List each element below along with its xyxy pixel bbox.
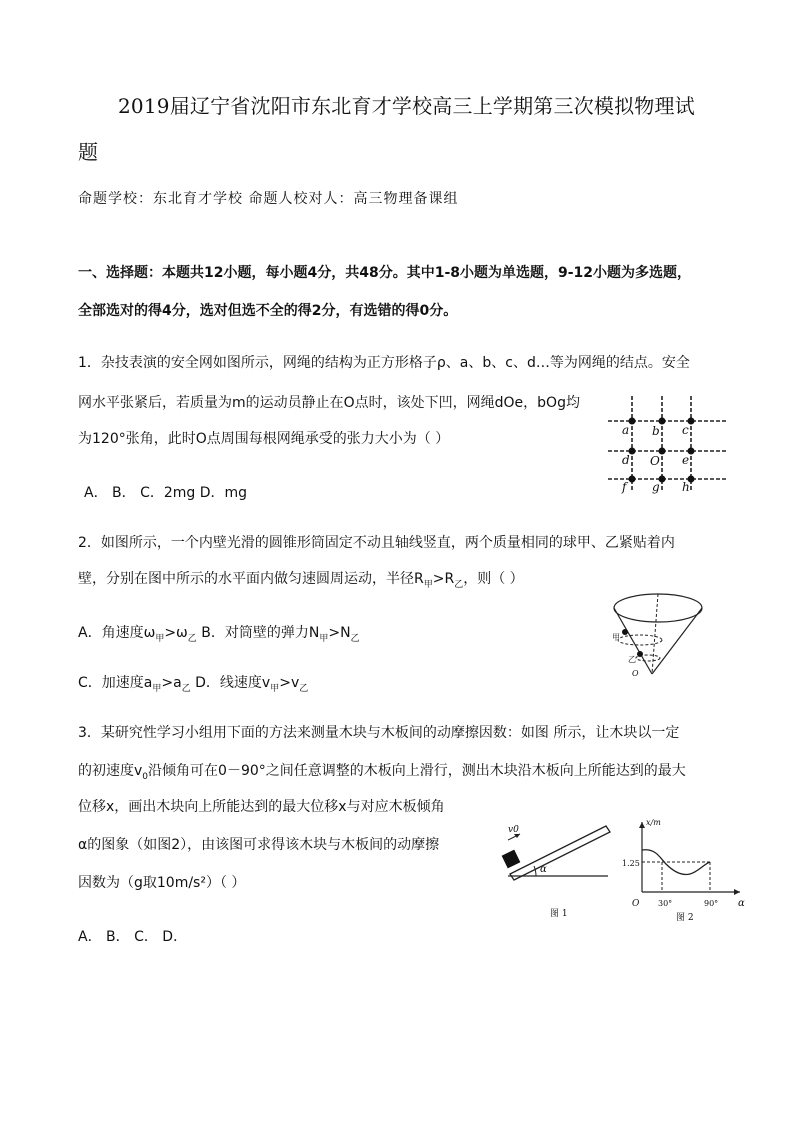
q1-text-line3: 为120°张角，此时O点周围每根网绳承受的张力大小为（ ） — [78, 431, 450, 447]
page-title-line1: 2019届辽宁省沈阳市东北育才学校高三上学期第三次模拟物理试 — [118, 94, 695, 118]
graph-x-axis-label: α — [738, 898, 745, 909]
net-label-g: g — [652, 480, 660, 494]
figure2-caption: 图 2 — [676, 913, 694, 923]
q2-text-line2: 壁，分别在图中所示的水平面内做匀速圆周运动，半径$R_甲>R_乙$，则（ ） — [78, 571, 524, 590]
section-instructions-line2: 全部选对的得4分，选对但选不全的得2分，有选错的得0分。 — [78, 303, 458, 319]
net-label-d: d — [622, 453, 630, 467]
q3-text-line1: 3．某研究性学习小组用下面的方法来测量木块与木板间的动摩擦因数：如图 所示，让木块以一定 — [78, 725, 680, 741]
net-label-a: a — [622, 423, 630, 437]
exam-meta: 命题学校：东北育才学校 命题人校对人：高三物理备课组 — [78, 191, 459, 207]
net-label-b: b — [652, 424, 660, 438]
net-label-h: h — [682, 480, 690, 494]
graph-x-tick-30: 30° — [658, 899, 673, 908]
net-label-f: f — [622, 480, 627, 494]
q2-text-line1: 2．如图所示，一个内壁光滑的圆锥形筒固定不动且轴线竖直，两个质量相同的球甲、乙紧贴着内 — [78, 535, 675, 551]
net-label-o: O — [650, 454, 660, 468]
q3-options: A． B． C． D． — [78, 929, 188, 945]
ball-label-jia: 甲 — [612, 633, 620, 642]
initial-velocity-label: v0 — [508, 825, 519, 835]
safety-net-figure — [606, 394, 730, 494]
net-label-e: e — [682, 453, 690, 467]
incline-figure — [498, 818, 622, 920]
ball-label-yi: 乙 — [628, 655, 636, 664]
displacement-angle-graph — [622, 814, 746, 924]
incline-angle-label: α — [540, 864, 547, 875]
graph-x-tick-90: 90° — [704, 899, 719, 908]
q3-text-line4: α的图象（如图2），由该图可求得该木块与木板间的动摩擦 — [78, 837, 440, 853]
cone-figure — [606, 590, 710, 682]
section-instructions-line1: 一、选择题：本题共12小题，每小题4分，共48分。其中1-8小题为单选题，9-12小题为多选题， — [78, 265, 692, 281]
q1-text-line2: 网水平张紧后，若质量为m的运动员静止在O点时，该处下凹，网绳dOe，bOg均 — [78, 395, 580, 411]
graph-origin-label: O — [632, 899, 640, 909]
q1-options: A． B． C．2mg D．mg — [84, 485, 248, 501]
q3-text-line2: 的初速度$v_0$沿倾角可在0－90°之间任意调整的木板向上滑行，测出木块沿木板向上所能达到的最大 — [78, 763, 686, 782]
q1-text-line1: 1．杂技表演的安全网如图所示，网绳的结构为正方形格子ρ、a、b、c、d…等为网绳的结点。安全 — [78, 355, 690, 371]
net-label-c: c — [682, 423, 689, 437]
cone-label-o: O — [632, 669, 639, 678]
graph-y-axis-label: x/m — [646, 818, 661, 827]
q2-options-cd: C．加速度$a_甲>a_乙$ D．线速度$v_甲>v_乙$ — [78, 675, 309, 694]
q3-text-line3: 位移x，画出木块向上所能达到的最大位移x与对应木板倾角 — [78, 799, 445, 815]
figure1-caption: 图 1 — [550, 909, 568, 919]
q3-text-line5: 因数为（g取10m/s²）（ ） — [78, 875, 246, 891]
graph-y-tick: 1.25 — [622, 859, 640, 868]
q2-options-ab: A．角速度$\omega_甲>\omega_乙$ B．对筒壁的弹力$N_甲>N_乙$ — [78, 625, 360, 644]
page-title-line2: 题 — [78, 140, 99, 164]
